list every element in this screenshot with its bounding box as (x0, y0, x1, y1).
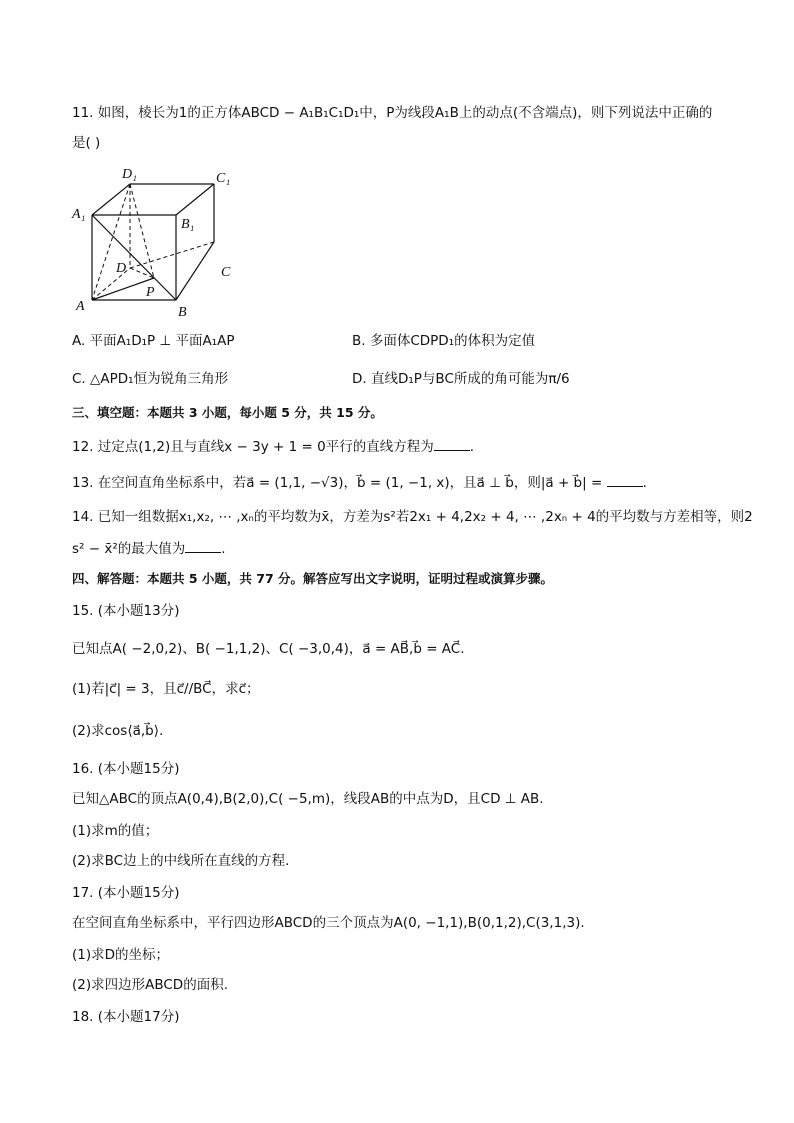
q15-part1: (1)若|c⃗| = 3，且c⃗//BC⃗，求c⃗； (72, 681, 260, 697)
q13-answer-blank (607, 474, 643, 487)
q11-line1: 11. 如图，棱长为1的正方体ABCD − A₁B₁C₁D₁中，P为线段A₁B上的动点(不含端点)，则下列说法中正确的 (72, 105, 713, 121)
label-c1: C₁ (216, 171, 231, 186)
section-fill-in-heading: 三、填空题：本题共 3 小题，每小题 5 分，共 15 分。 (72, 405, 383, 420)
hidden-segment-d1p (130, 184, 154, 278)
q15-heading: 15. (本小题13分) (72, 603, 180, 619)
q17-stem: 在空间直角坐标系中，平行四边形ABCD的三个顶点为A(0, −1,1),B(0,1,2),C(3,1,3). (72, 915, 585, 931)
q12 (72, 438, 474, 456)
q13-end: . (642, 475, 647, 491)
q16-part2: (2)求BC边上的中线所在直线的方程. (72, 853, 290, 869)
q11-line2: 是( ) (72, 135, 101, 151)
label-p: P (146, 285, 155, 300)
q14-line2-text: s² − x̄²的最大值为 (72, 541, 186, 557)
edge-b1c1 (176, 184, 214, 215)
q12-answer-blank (434, 438, 470, 451)
q13 (72, 474, 647, 492)
q11-option-d: D. 直线D₁P与BC所成的角可能为π/6 (352, 371, 570, 387)
q12-end: . (469, 439, 474, 455)
label-d: D (116, 261, 127, 276)
q14-line2 (72, 540, 226, 558)
section-answer-heading: 四、解答题：本题共 5 小题，共 77 分。解答应写出文字说明，证明过程或演算步骤。 (72, 571, 554, 586)
q11-option-a: A. 平面A₁D₁P ⊥ 平面A₁AP (72, 333, 235, 349)
q12-text: 12. 过定点(1,2)且与直线x − 3y + 1 = 0平行的直线方程为 (72, 439, 434, 455)
edge-a1d1 (92, 184, 130, 215)
label-c: C (221, 265, 231, 280)
q13-text: 13. 在空间直角坐标系中，若a⃗ = (1,1, −√3)，b⃗ = (1, −1, x)，且a⃗ ⊥ b⃗，则|a⃗ + b⃗| = (72, 475, 603, 491)
cube-figure (66, 160, 246, 320)
label-d1: D₁ (122, 167, 137, 182)
q15-stem: 已知点A( −2,0,2)、B( −1,1,2)、C( −3,0,4)，a⃗ = AB⃗,b⃗ = AC⃗. (72, 641, 465, 657)
q14-end: . (221, 541, 226, 557)
q11-option-c: C. △APD₁恒为锐角三角形 (72, 371, 229, 387)
label-a1: A₁ (72, 207, 86, 222)
hidden-segment-d1a (92, 184, 130, 300)
q17-part1: (1)求D的坐标； (72, 947, 170, 963)
q16-stem: 已知△ABC的顶点A(0,4),B(2,0),C( −5,m)，线段AB的中点为D，且CD ⊥ AB. (72, 791, 544, 807)
segment-ap (92, 278, 154, 300)
edge-bc (176, 242, 214, 300)
q15-part2: (2)求cos⟨a⃗,b⃗⟩. (72, 723, 164, 739)
q17-part2: (2)求四边形ABCD的面积. (72, 977, 228, 993)
q18-heading: 18. (本小题17分) (72, 1009, 180, 1025)
q16-part1: (1)求m的值； (72, 823, 159, 839)
q14-answer-blank (185, 540, 221, 553)
q16-heading: 16. (本小题15分) (72, 761, 180, 777)
label-b1: B₁ (181, 217, 195, 232)
q17-heading: 17. (本小题15分) (72, 885, 180, 901)
q14-line1: 14. 已知一组数据x₁,x₂, ⋯ ,xₙ的平均数为x̄，方差为s²若2x₁ + 4,2x₂ + 4, ⋯ ,2xₙ + 4的平均数与方差相等，则2 (72, 509, 753, 525)
label-b: B (178, 305, 187, 320)
q11-option-b: B. 多面体CDPD₁的体积为定值 (352, 333, 536, 349)
label-a: A (76, 299, 85, 314)
hidden-edge-dc (130, 242, 214, 268)
hidden-segment-dp (130, 268, 154, 278)
